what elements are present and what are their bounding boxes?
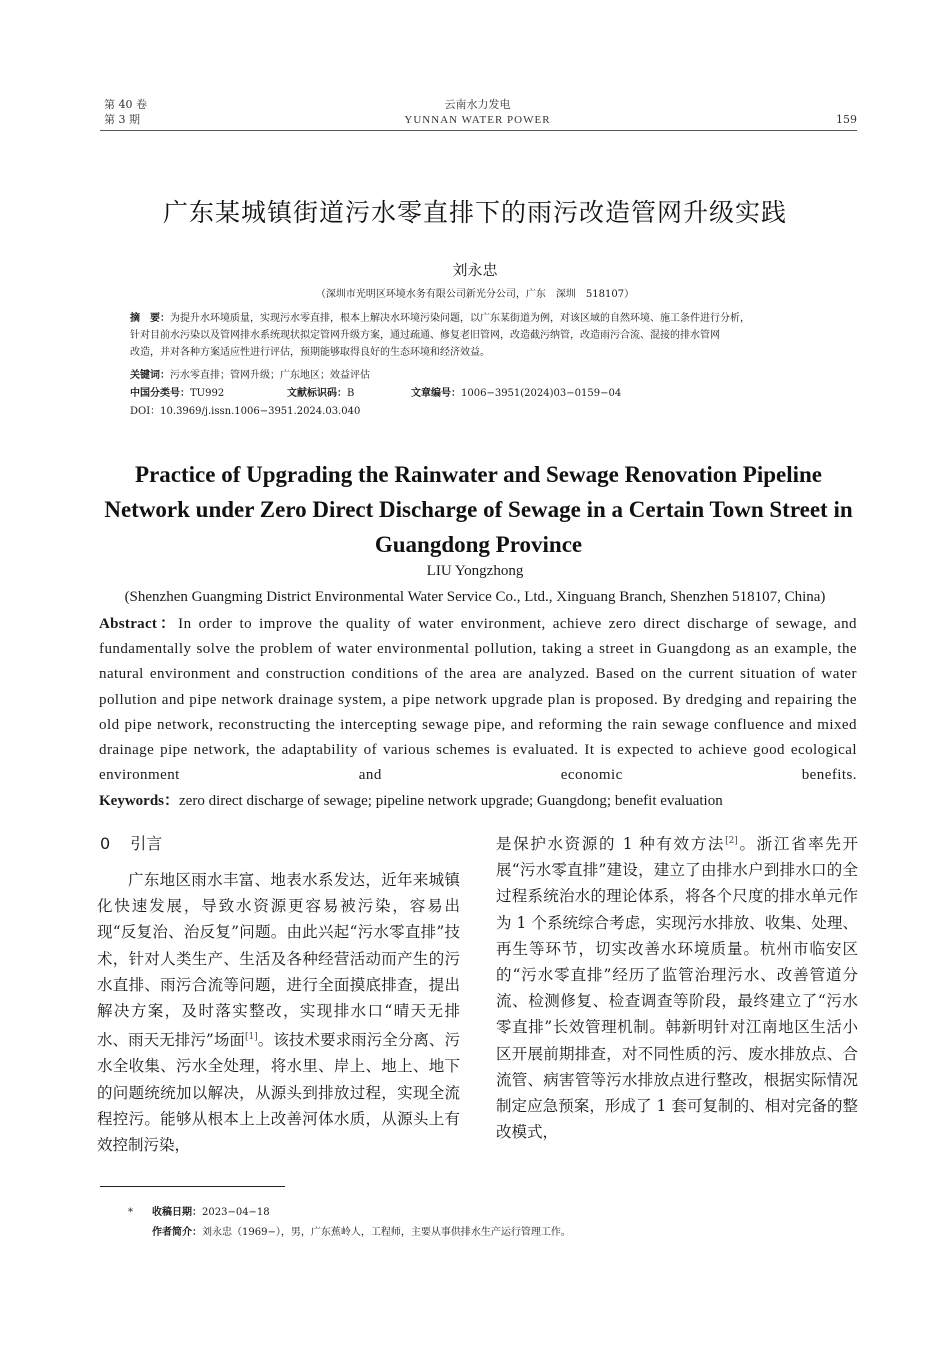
classification-value: TU992	[190, 388, 225, 399]
body-text: 是保护水资源的 1 种有效方法	[496, 835, 726, 853]
footnote-rule	[100, 1186, 285, 1187]
volume-label: 第 40 卷	[104, 98, 147, 111]
author-en: LIU Yongzhong	[426, 563, 524, 579]
article-no-value: 1006−3951(2024)03−0159−04	[461, 388, 622, 399]
classification-label: 中国分类号：	[130, 388, 190, 399]
body-text: 广东地区雨水丰富、地表水系发达，近年来城镇化快速发展，导致水资源更容易被污染，容易出现“反复治、治反复”问题。由此兴起“污水零直排”技术，针对人类生产、生活及各种经营活动而产生的污水直排、雨污合流等问题，进行全面摸底排查，提出解决方案，及时落实整改，实现排水口“晴天无排水、雨天无排污”场面	[97, 871, 460, 1050]
article-no-label: 文章编号：	[411, 388, 461, 399]
footnote-star: *	[128, 1207, 133, 1218]
doi: DOI：10.3969/j.issn.1006−3951.2024.03.040	[130, 406, 361, 417]
article-number	[411, 385, 621, 402]
section-heading	[100, 831, 162, 854]
doc-code-value: B	[347, 388, 355, 399]
keywords-en-colon: ：	[164, 793, 180, 809]
journal-name-cn: 云南水力发电	[444, 98, 511, 111]
affiliation-cn: （深圳市光明区环境水务有限公司新光分公司，广东 深圳 518107）	[315, 289, 635, 300]
received-label: 收稿日期：	[152, 1207, 202, 1218]
body-paragraph	[97, 867, 460, 1158]
journal-name-en: YUNNAN WATER POWER	[404, 114, 551, 126]
keywords-en-text: zero direct discharge of sewage; pipeline network upgrade; Guangdong; benefit evaluation	[179, 793, 723, 809]
body-left-column	[97, 867, 460, 1158]
footnote-received	[152, 1206, 270, 1220]
bio-label: 作者简介：	[152, 1227, 202, 1238]
page-number: 159	[836, 113, 857, 126]
abstract-en-text: In order to improve the quality of water environment, achieve zero direct discharge of sewage, and fundamentally solve the problem of water environmental pollution, taking a street in Guangdong as an example, the natural environment and construction conditions of the area are analyzed. Based on the current situation of water pollution and pipe network drainage system, a pipe network upgrade plan is proposed. By dredging and repairing the old pipe network, reconstructing the intercepting sewage pipe, and reforming the rain sewage confluence and mixed drainage pipe network, the adaptability of various schemes is evaluated. It is expected to achieve good ecological environment and economic benefits.	[99, 616, 857, 784]
abstract-cn-line: 为提升水环境质量，实现污水零直排，根本上解决水环境污染问题，以广东某街道为例，对该区域的自然环境、施工条件进行分析，	[170, 313, 750, 324]
title-cn: 广东某城镇街道污水零直排下的雨污改造管网升级实践	[162, 198, 787, 227]
header-rule	[100, 130, 857, 131]
issue-label: 第 3 期	[104, 113, 140, 126]
author-cn: 刘永忠	[452, 261, 498, 279]
abstract-en-colon: ：	[157, 616, 179, 632]
section-title: 引言	[130, 834, 163, 853]
title-en: Practice of Upgrading the Rainwater and Sewage Renovation Pipeline Network under Zero Direct Discharge of Sewage in a Certain Town Street in Guangdong Province	[104, 462, 853, 557]
keywords-en-label: Keywords	[99, 793, 164, 809]
keywords-cn-label: 关键词：	[130, 370, 170, 381]
abstract-cn-line: 针对目前水污染以及管网排水系统现状拟定管网升级方案，通过疏通、修复老旧管网，改造截污纳管，改造雨污合流、混接的排水管网	[130, 330, 720, 341]
abstract-cn-label: 摘 要：	[130, 313, 170, 324]
classification-number	[130, 385, 224, 402]
keywords-cn	[130, 367, 370, 384]
abstract-cn-line: 改造，并对各种方案适应性进行评估，预期能够取得良好的生态环境和经济效益。	[130, 347, 490, 358]
affiliation-en: (Shenzhen Guangming District Environmental Water Service Co., Ltd., Xinguang Branch, Shenzhen 518107, China)	[124, 589, 826, 605]
keywords-cn-text: 污水零直排；管网升级；广东地区；效益评估	[170, 370, 370, 381]
keywords-en	[99, 789, 859, 810]
body-paragraph	[496, 828, 858, 1145]
section-number: 0	[100, 834, 111, 853]
bio-text: 刘永忠（1969−），男，广东蕉岭人，工程师，主要从事供排水生产运行管理工作。	[202, 1227, 571, 1238]
citation-ref[interactable]: [1]	[245, 1032, 258, 1043]
document-code	[287, 385, 354, 402]
footnote-bio	[152, 1226, 571, 1240]
body-text: 。浙江省率先开展“污水零直排”建设，建立了由排水户到排水口的全过程系统治水的理论体系，将各个尺度的排水单元作为 1 个系统综合考虑，实现污水排放、收集、处理、再生等环节，切实改善水环境质量。杭州市临安区的“污水零直排”经历了监管治理污水、改善管道分流、检测修复、检查调查等阶段，最终建立了“污水零直排”长效管理机制。韩新明针对江南地区生活小区开展前期排查，对不同性质的污、废水排放点、合流管、病害管等污水排放点进行整改，根据实际情况制定应急预案，形成了 1 套可复制的、相对完备的整改模式，	[496, 835, 858, 1142]
body-text: 。该技术要求雨污全分离、污水全收集、污水全处理，将水里、岸上、地上、地下的问题统统加以解决，从源头到排放过程，实现全流程控污。能够从根本上上改善河体水质，从源头上有效控制污染，	[97, 1031, 460, 1155]
body-right-column	[496, 828, 858, 1145]
abstract-cn	[130, 310, 855, 361]
doc-code-label: 文献标识码：	[287, 388, 347, 399]
abstract-en	[99, 612, 857, 788]
citation-ref[interactable]: [2]	[725, 836, 738, 846]
received-date: 2023−04−18	[202, 1207, 270, 1218]
abstract-en-label: Abstract	[99, 616, 158, 632]
